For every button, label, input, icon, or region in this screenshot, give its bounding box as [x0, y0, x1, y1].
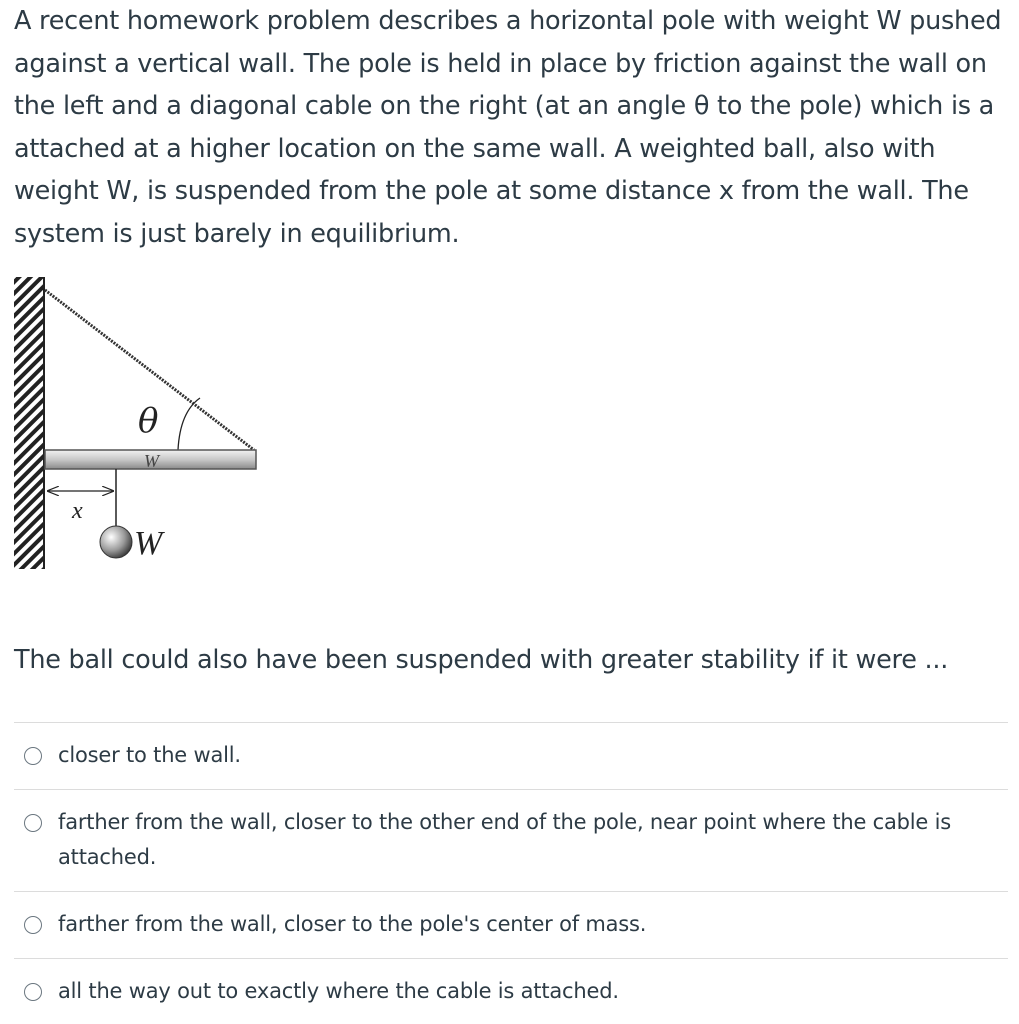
answer-option-4[interactable] [14, 958, 1008, 1022]
radio-button-1[interactable] [24, 747, 42, 765]
distance-label: x [72, 498, 83, 524]
answer-list [14, 722, 1008, 1022]
answer-label-1: closer to the wall. [58, 743, 241, 767]
weighted-ball [100, 526, 132, 558]
theta-label: θ [138, 401, 159, 441]
pole-weight-label: W [144, 451, 159, 471]
answer-option-1[interactable] [14, 722, 1008, 789]
radio-button-3[interactable] [24, 916, 42, 934]
wall [14, 277, 44, 569]
answer-label-4: all the way out to exactly where the cable is attached. [58, 979, 619, 1003]
answer-label-2: farther from the wall, closer to the other end of the pole, near point where the cable is attached. [58, 810, 952, 869]
answer-option-2[interactable] [14, 789, 1008, 891]
answer-label-3: farther from the wall, closer to the pole's center of mass. [58, 912, 647, 936]
radio-button-2[interactable] [24, 814, 42, 832]
question-text: A recent homework problem describes a horizontal pole with weight W pushed against a vertical wall. The pole is held in place by friction against the wall on the left and a diagonal cable on the right (at an angle θ to the pole) which is a attached at a higher location on the same wall. A weighted ball, also with weight W, is suspended from the pole at some distance x from the wall. The system is just barely in equilibrium. [14, 6, 1002, 249]
ball-weight-label: W [134, 525, 163, 562]
radio-button-4[interactable] [24, 983, 42, 1001]
answer-option-3[interactable] [14, 891, 1008, 958]
physics-diagram [10, 272, 270, 580]
angle-arc [178, 398, 200, 450]
question-prompt: The ball could also have been suspended with greater stability if it were ... [14, 645, 949, 675]
